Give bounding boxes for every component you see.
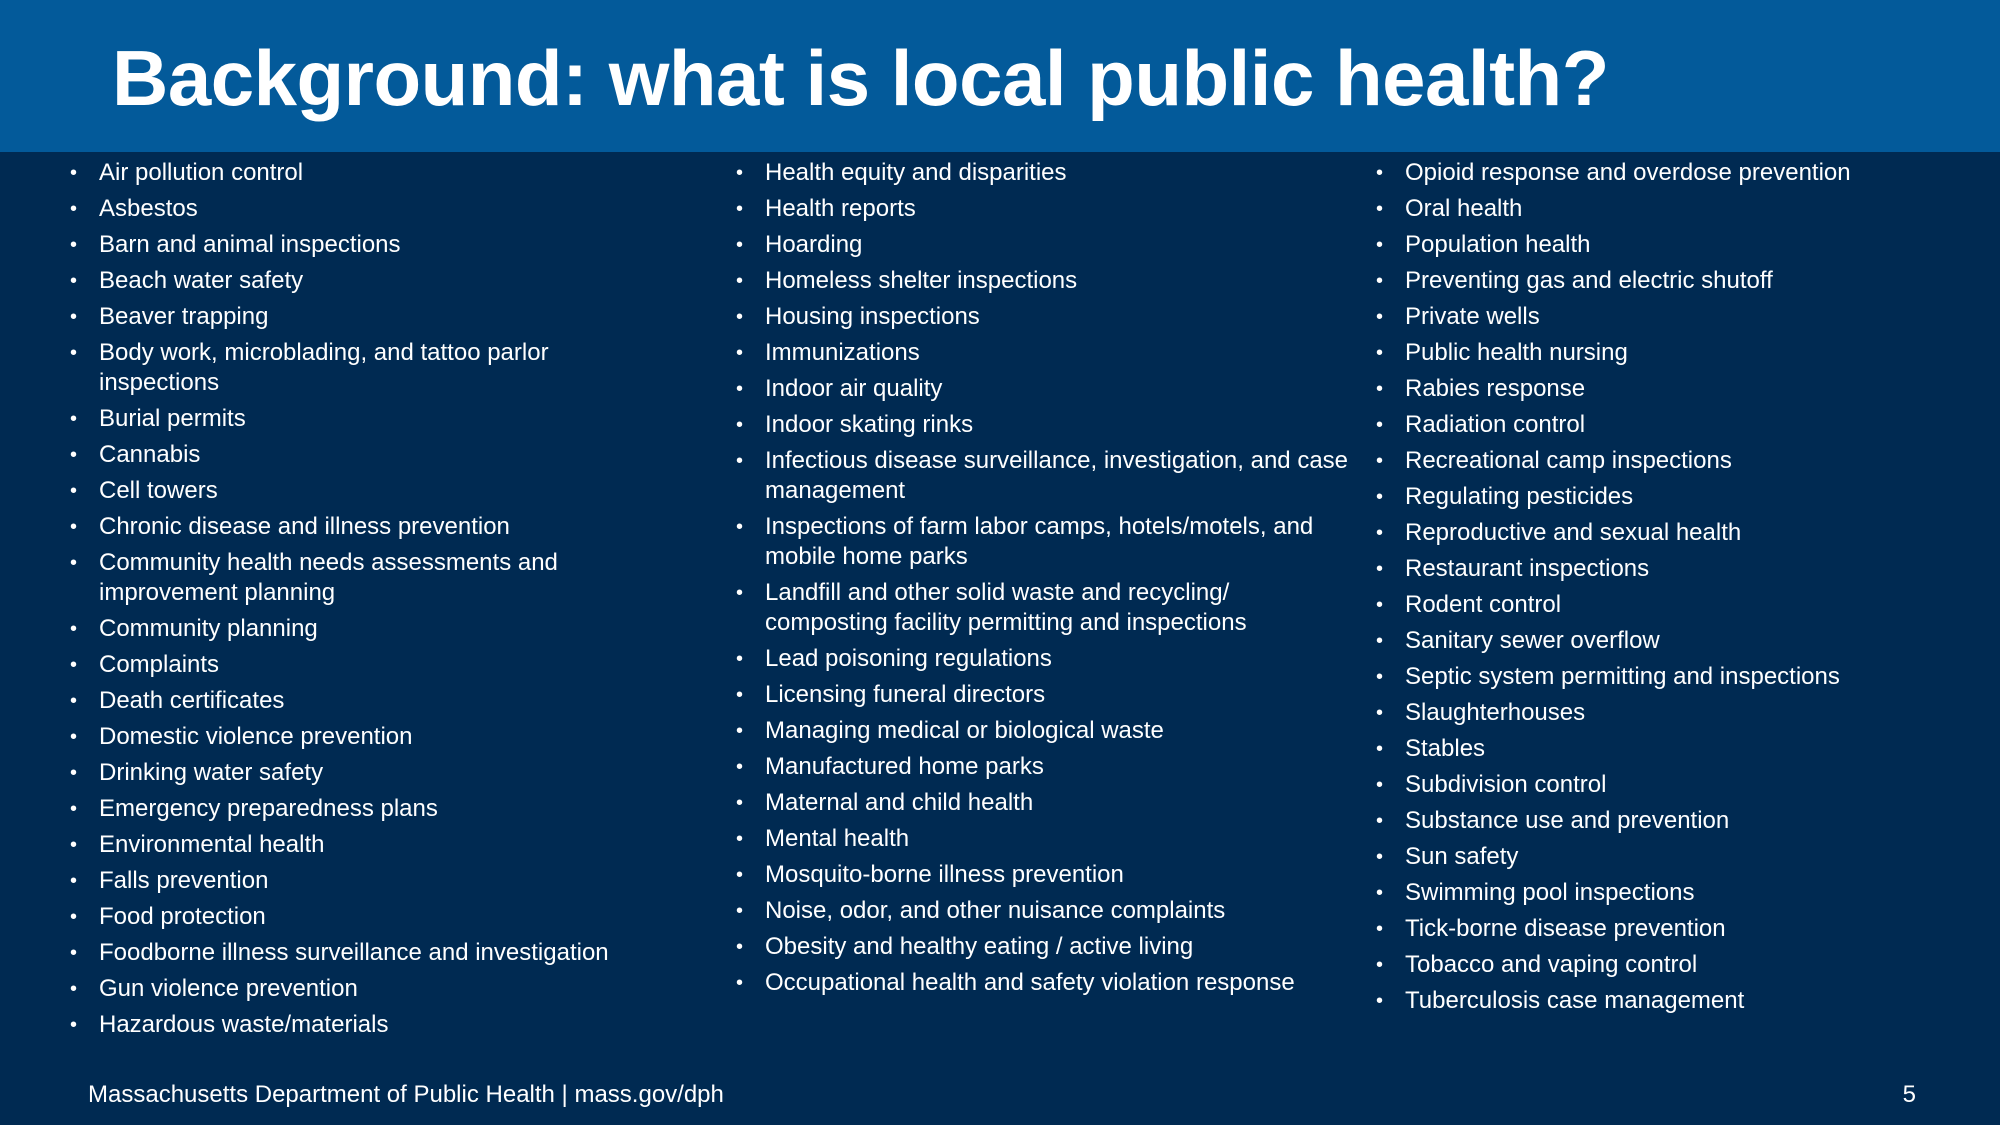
bullet-icon: • [1376, 702, 1384, 724]
bullet-icon: • [1376, 162, 1384, 184]
bullet-icon: • [736, 516, 744, 538]
bullet-icon: • [70, 690, 78, 712]
bullet-icon: • [736, 342, 744, 364]
bullet-icon: • [736, 378, 744, 400]
bullet-icon: • [736, 270, 744, 292]
bullet-icon: • [70, 408, 78, 430]
list-item-text: Private wells [1405, 303, 1540, 330]
list-item-text: Rabies response [1405, 375, 1586, 402]
bullet-icon: • [1376, 954, 1384, 976]
list-item [1370, 338, 1970, 368]
list-item [64, 614, 664, 644]
list-item [1370, 698, 1970, 728]
list-item [1370, 194, 1970, 224]
services-column-1 [64, 158, 664, 1046]
list-item-text: Sun safety [1405, 843, 1519, 870]
list-item-text: Burial permits [99, 405, 246, 432]
bullet-icon: • [1376, 234, 1384, 256]
list-item-text: Beaver trapping [99, 303, 269, 330]
list-item-text: Community planning [99, 615, 318, 642]
bullet-icon: • [1376, 918, 1384, 940]
list-item-text: Asbestos [99, 195, 198, 222]
bullet-icon: • [736, 972, 744, 994]
title-bar [0, 0, 2000, 152]
list-item-text: Food protection [99, 903, 266, 930]
bullet-icon: • [70, 618, 78, 640]
bullet-icon: • [70, 480, 78, 502]
list-item-text: Tuberculosis case management [1405, 987, 1745, 1014]
list-item-text: Subdivision control [1405, 771, 1607, 798]
list-item [730, 338, 1350, 368]
list-item-text: Environmental health [99, 831, 325, 858]
bullet-icon: • [1376, 558, 1384, 580]
list-item-text: Radiation control [1405, 411, 1586, 438]
list-item [730, 194, 1350, 224]
list-item-text: Homeless shelter inspections [765, 267, 1078, 294]
list-item [730, 752, 1350, 782]
bullet-icon: • [1376, 414, 1384, 436]
list-item [1370, 230, 1970, 260]
bullet-icon: • [70, 870, 78, 892]
list-item-text: Drinking water safety [99, 759, 324, 786]
list-item [730, 302, 1350, 332]
list-item [1370, 158, 1970, 188]
bullet-icon: • [1376, 882, 1384, 904]
list-item-text: Lead poisoning regulations [765, 645, 1052, 672]
list-item-text: Manufactured home parks [765, 753, 1044, 780]
bullet-icon: • [1376, 198, 1384, 220]
list-item-text: Sanitary sewer overflow [1405, 627, 1660, 654]
list-item [64, 404, 664, 434]
list-item [730, 158, 1350, 188]
list-item [64, 650, 664, 680]
list-item-text: Infectious disease surveillance, investigation, and case management [765, 447, 1349, 504]
list-item-text: Hazardous waste/materials [99, 1011, 389, 1038]
list-item-text: Regulating pesticides [1405, 483, 1634, 510]
list-item-text: Preventing gas and electric shutoff [1405, 267, 1773, 294]
list-item-text: Tick-borne disease prevention [1405, 915, 1726, 942]
list-item [730, 968, 1350, 998]
slide-title: Background: what is local public health? [112, 34, 1609, 122]
bullet-icon: • [70, 342, 78, 364]
bullet-icon: • [70, 906, 78, 928]
list-item [730, 230, 1350, 260]
list-item [730, 860, 1350, 890]
bullet-icon: • [70, 234, 78, 256]
list-item-text: Opioid response and overdose prevention [1405, 159, 1851, 186]
list-item [730, 680, 1350, 710]
list-item-text: Swimming pool inspections [1405, 879, 1695, 906]
bullet-icon: • [1376, 630, 1384, 652]
list-item [64, 476, 664, 506]
list-item [1370, 914, 1970, 944]
list-item-text: Landfill and other solid waste and recycling/ composting facility permitting and inspections [765, 579, 1247, 636]
list-item [1370, 410, 1970, 440]
bullet-icon: • [1376, 774, 1384, 796]
bullet-icon: • [736, 936, 744, 958]
list-item [64, 974, 664, 1004]
list-item-text: Obesity and healthy eating / active living [765, 933, 1194, 960]
page-number: 5 [1902, 1081, 1916, 1108]
list-item-text: Recreational camp inspections [1405, 447, 1732, 474]
bullet-icon: • [70, 798, 78, 820]
list-item-text: Air pollution control [99, 159, 304, 186]
list-item-text: Gun violence prevention [99, 975, 358, 1002]
bullet-icon: • [70, 162, 78, 184]
bullet-icon: • [736, 648, 744, 670]
list-item-text: Cell towers [99, 477, 218, 504]
list-item-text: Public health nursing [1405, 339, 1628, 366]
list-item-text: Cannabis [99, 441, 201, 468]
list-item-text: Complaints [99, 651, 220, 678]
bullet-icon: • [736, 792, 744, 814]
list-item [730, 644, 1350, 674]
bullet-icon: • [736, 720, 744, 742]
list-item-text: Hoarding [765, 231, 863, 258]
bullet-icon: • [736, 450, 744, 472]
bullet-icon: • [736, 582, 744, 604]
list-item-text: Emergency preparedness plans [99, 795, 438, 822]
bullet-icon: • [70, 198, 78, 220]
list-item-text: Population health [1405, 231, 1591, 258]
list-item [64, 1010, 664, 1040]
bullet-icon: • [1376, 810, 1384, 832]
list-item [64, 194, 664, 224]
list-item-text: Death certificates [99, 687, 285, 714]
list-item-text: Substance use and prevention [1405, 807, 1730, 834]
bullet-icon: • [70, 1014, 78, 1036]
bullet-icon: • [70, 516, 78, 538]
list-item [730, 824, 1350, 854]
list-item [64, 266, 664, 296]
list-item-text: Restaurant inspections [1405, 555, 1650, 582]
list-item [730, 446, 1350, 506]
list-item-text: Rodent control [1405, 591, 1562, 618]
bullet-icon: • [70, 444, 78, 466]
list-item-text: Maternal and child health [765, 789, 1034, 816]
list-item [64, 686, 664, 716]
list-item-text: Occupational health and safety violation response [765, 969, 1295, 996]
list-item [64, 158, 664, 188]
list-item-text: Domestic violence prevention [99, 723, 413, 750]
list-item-text: Foodborne illness surveillance and investigation [99, 939, 609, 966]
bullet-icon: • [736, 414, 744, 436]
list-item-text: Immunizations [765, 339, 920, 366]
list-item [730, 410, 1350, 440]
list-item [1370, 662, 1970, 692]
list-item [64, 722, 664, 752]
bullet-icon: • [70, 942, 78, 964]
list-item [730, 266, 1350, 296]
list-item-text: Septic system permitting and inspections [1405, 663, 1840, 690]
list-item [64, 548, 664, 608]
list-item [1370, 446, 1970, 476]
list-item-text: Health reports [765, 195, 916, 222]
list-item-text: Slaughterhouses [1405, 699, 1586, 726]
bullet-icon: • [1376, 306, 1384, 328]
services-column-2 [730, 158, 1350, 1004]
bullet-icon: • [736, 684, 744, 706]
list-item-text: Indoor air quality [765, 375, 943, 402]
list-item-text: Indoor skating rinks [765, 411, 974, 438]
list-item [730, 716, 1350, 746]
list-item-text: Housing inspections [765, 303, 980, 330]
bullet-icon: • [1376, 378, 1384, 400]
list-item [730, 374, 1350, 404]
list-item [1370, 626, 1970, 656]
bullet-icon: • [736, 306, 744, 328]
bullet-icon: • [70, 834, 78, 856]
bullet-icon: • [1376, 522, 1384, 544]
list-item-text: Managing medical or biological waste [765, 717, 1164, 744]
list-item [730, 512, 1350, 572]
list-item [1370, 770, 1970, 800]
list-item-text: Health equity and disparities [765, 159, 1067, 186]
bullet-icon: • [1376, 594, 1384, 616]
list-item-text: Oral health [1405, 195, 1523, 222]
list-item [1370, 518, 1970, 548]
bullet-icon: • [70, 762, 78, 784]
list-item [1370, 554, 1970, 584]
list-item [1370, 842, 1970, 872]
list-item-text: Stables [1405, 735, 1486, 762]
list-item-text: Body work, microblading, and tattoo parlor inspections [99, 339, 549, 396]
list-item-text: Beach water safety [99, 267, 304, 294]
bullet-icon: • [70, 654, 78, 676]
list-item [64, 758, 664, 788]
list-item-text: Mental health [765, 825, 910, 852]
list-item-text: Reproductive and sexual health [1405, 519, 1742, 546]
list-item-text: Noise, odor, and other nuisance complaints [765, 897, 1226, 924]
list-item [64, 794, 664, 824]
bullet-icon: • [736, 828, 744, 850]
list-item [64, 440, 664, 470]
list-item-text: Community health needs assessments and improvement planning [99, 549, 558, 606]
list-item [64, 302, 664, 332]
bullet-icon: • [70, 726, 78, 748]
list-item [64, 512, 664, 542]
bullet-icon: • [1376, 666, 1384, 688]
bullet-icon: • [1376, 486, 1384, 508]
list-item [730, 788, 1350, 818]
bullet-icon: • [736, 162, 744, 184]
list-item-text: Chronic disease and illness prevention [99, 513, 510, 540]
list-item [730, 578, 1350, 638]
list-item [1370, 986, 1970, 1016]
list-item [64, 902, 664, 932]
list-item [1370, 590, 1970, 620]
bullet-icon: • [1376, 990, 1384, 1012]
bullet-icon: • [1376, 450, 1384, 472]
list-item [64, 338, 664, 398]
list-item-text: Falls prevention [99, 867, 269, 894]
bullet-icon: • [70, 270, 78, 292]
list-item [1370, 374, 1970, 404]
bullet-icon: • [1376, 270, 1384, 292]
list-item [1370, 266, 1970, 296]
list-item-text: Tobacco and vaping control [1405, 951, 1698, 978]
list-item [1370, 734, 1970, 764]
bullet-icon: • [1376, 342, 1384, 364]
bullet-icon: • [70, 306, 78, 328]
list-item [64, 938, 664, 968]
list-item [1370, 806, 1970, 836]
bullet-icon: • [736, 900, 744, 922]
bullet-icon: • [1376, 738, 1384, 760]
list-item [1370, 302, 1970, 332]
list-item [730, 896, 1350, 926]
list-item-text: Barn and animal inspections [99, 231, 401, 258]
list-item [730, 932, 1350, 962]
list-item-text: Inspections of farm labor camps, hotels/motels, and mobile home parks [765, 513, 1314, 570]
bullet-icon: • [70, 978, 78, 1000]
list-item [64, 830, 664, 860]
list-item-text: Mosquito-borne illness prevention [765, 861, 1124, 888]
bullet-icon: • [736, 756, 744, 778]
list-item [1370, 950, 1970, 980]
bullet-icon: • [736, 864, 744, 886]
list-item [1370, 482, 1970, 512]
list-item-text: Licensing funeral directors [765, 681, 1046, 708]
bullet-icon: • [736, 198, 744, 220]
list-item [64, 230, 664, 260]
slide-footer: Massachusetts Department of Public Health | mass.gov/dph [88, 1081, 724, 1108]
list-item [64, 866, 664, 896]
list-item [1370, 878, 1970, 908]
bullet-icon: • [736, 234, 744, 256]
bullet-icon: • [70, 552, 78, 574]
services-column-3 [1370, 158, 1970, 1022]
bullet-icon: • [1376, 846, 1384, 868]
